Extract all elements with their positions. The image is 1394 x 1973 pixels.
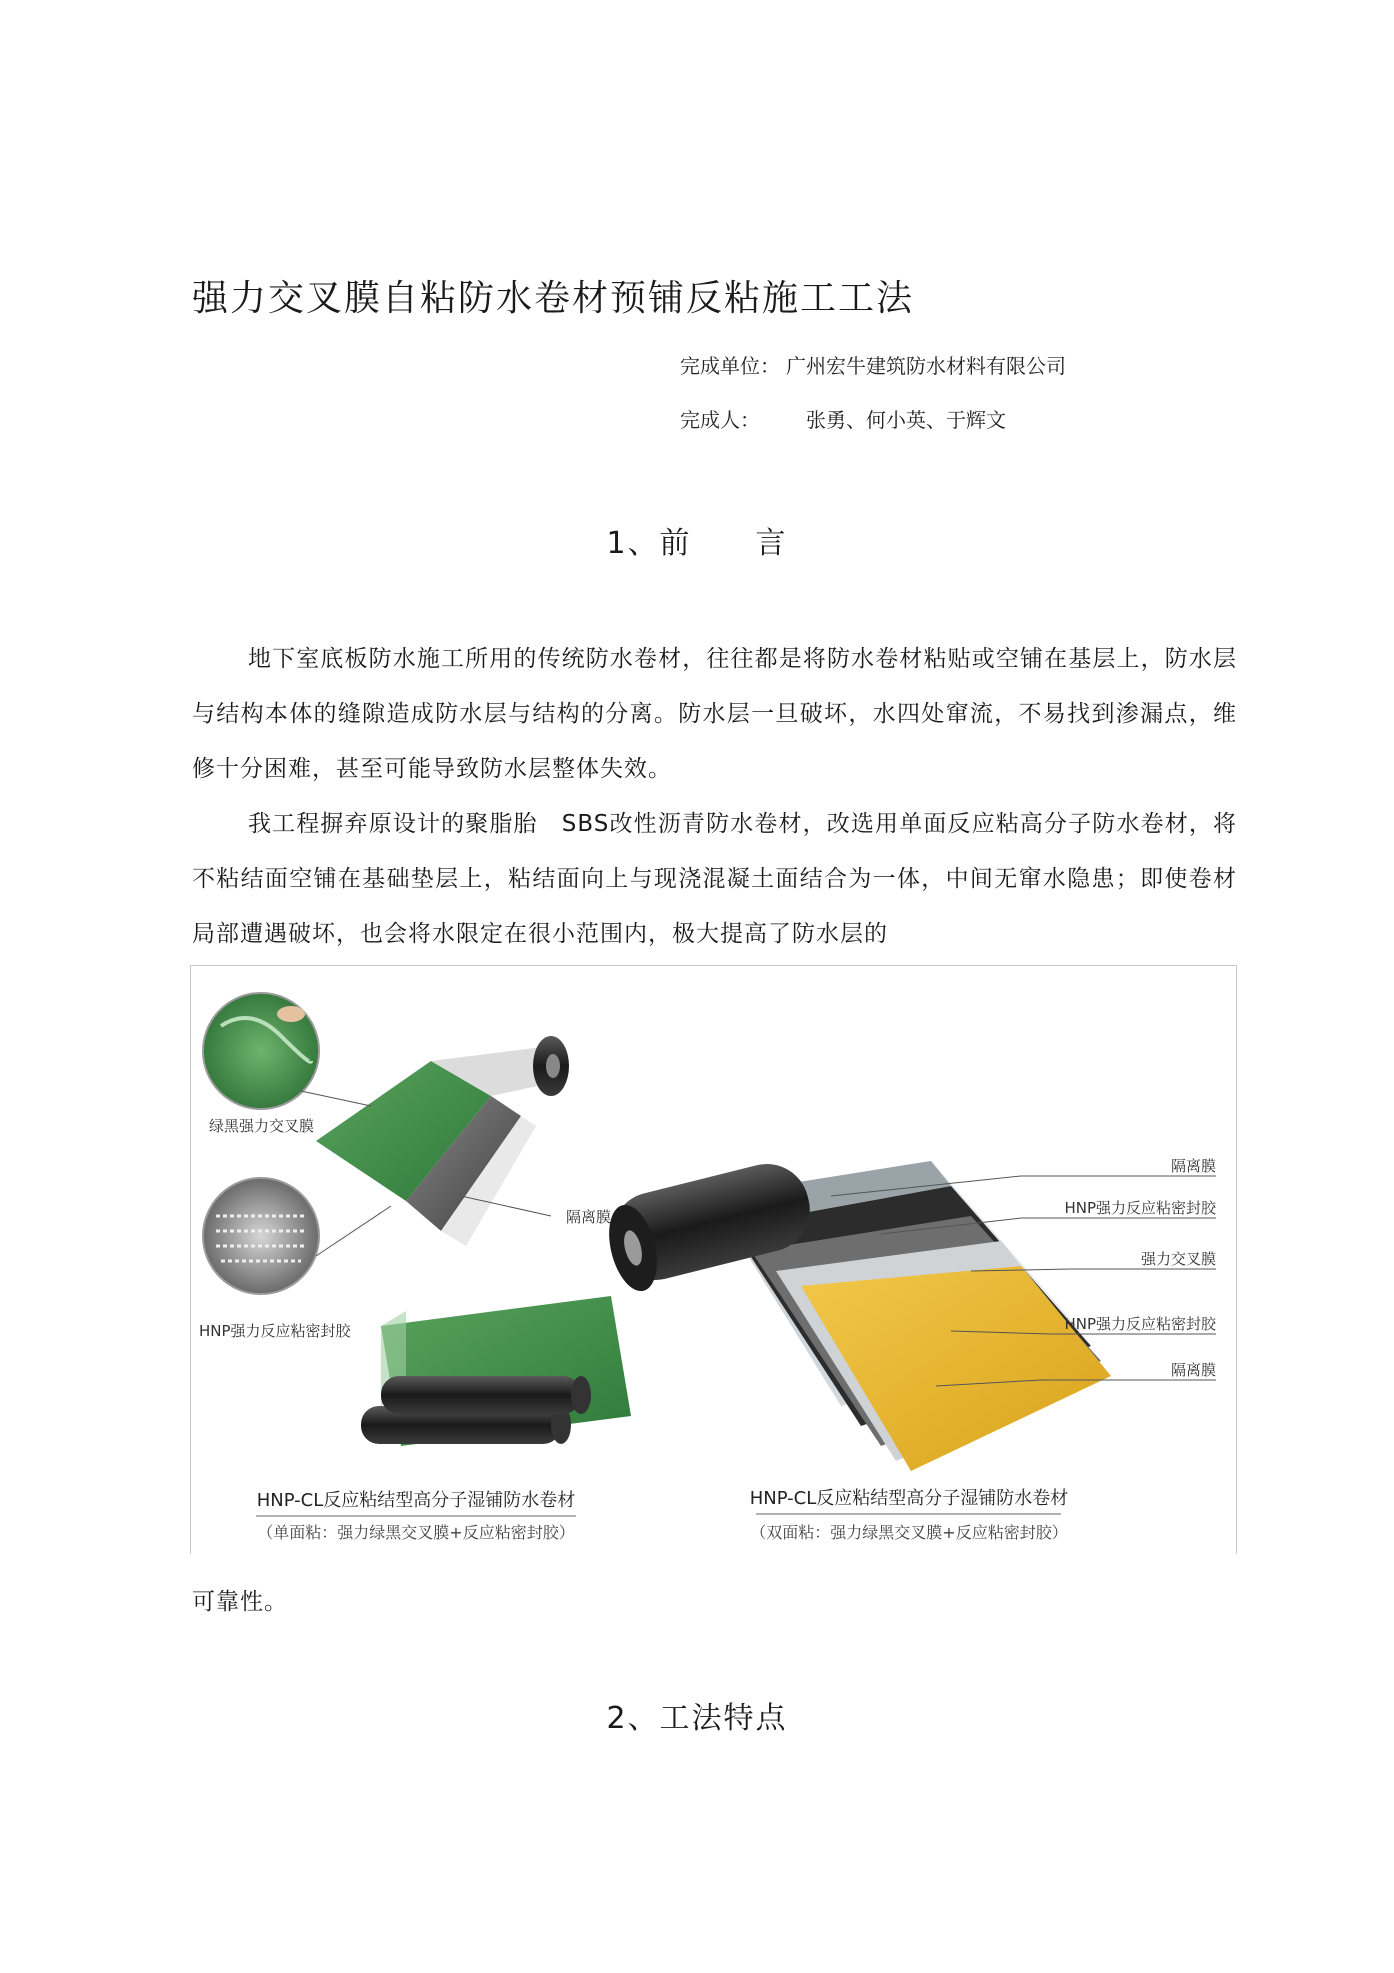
left-caption: HNP-CL反应粘结型高分子湿铺防水卷材 — [256, 1490, 576, 1511]
completion-unit-value: 广州宏牛建筑防水材料有限公司 — [786, 354, 1066, 378]
left-subcaption: （单面粘：强力绿黑交叉膜+反应粘密封胶） — [257, 1523, 575, 1542]
sealant-closeup-icon — [203, 1178, 319, 1294]
single-sided-roll-illustration — [316, 1036, 631, 1446]
section-1-paragraph-1: 地下室底板防水施工所用的传统防水卷材，往往都是将防水卷材粘贴或空铺在基层上，防水层与结构本体的缝隙造成防水层与结构的分离。防水层一旦破坏，水四处窜流，不易找到渗漏点，维修十分困难，甚至可能导致防水层整体失效。 — [192, 646, 1237, 782]
section-1-paragraph-2-end: 可靠性。 — [192, 1589, 288, 1615]
completion-persons — [680, 404, 1006, 433]
completion-persons-label: 完成人： — [680, 408, 760, 432]
label-right-layer-2: HNP强力反应粘密封胶 — [1064, 1199, 1216, 1217]
right-subcaption: （双面粘：强力绿黑交叉膜+反应粘密封胶） — [750, 1523, 1068, 1542]
section-1-heading: 1、前 言 — [606, 526, 788, 561]
label-right-layer-3: 强力交叉膜 — [1140, 1250, 1216, 1268]
label-right-layer-5: 隔离膜 — [1170, 1361, 1216, 1379]
section-2-heading: 2、工法特点 — [606, 1701, 788, 1736]
completion-unit — [680, 350, 1066, 379]
label-right-layer-4: HNP强力反应粘密封胶 — [1064, 1315, 1216, 1333]
label-sealant-left: HNP强力反应粘密封胶 — [199, 1322, 351, 1340]
completion-persons-value: 张勇、何小英、于辉文 — [806, 408, 1006, 432]
right-caption: HNP-CL反应粘结型高分子湿铺防水卷材 — [749, 1488, 1069, 1509]
product-figure — [190, 965, 1237, 1554]
label-isolation-film-left: 隔离膜 — [566, 1208, 612, 1226]
label-right-layer-1: 隔离膜 — [1170, 1157, 1216, 1175]
double-sided-roll-illustration — [601, 1155, 1111, 1471]
completion-unit-label: 完成单位： — [680, 354, 780, 378]
document-title: 强力交叉膜自粘防水卷材预铺反粘施工工法 — [192, 278, 915, 319]
section-1-paragraph-2: 我工程摒弃原设计的聚脂胎 SBS改性沥青防水卷材，改选用单面反应粘高分子防水卷材，将不粘结面空铺在基础垫层上，粘结面向上与现浇混凝土面结合为一体，中间无窜水隐患；即使卷材局部遭遇破坏，也会将水限定在很小范围内，极大提高了防水层的 — [192, 811, 1237, 947]
label-green-black-membrane: 绿黑强力交叉膜 — [209, 1117, 315, 1135]
